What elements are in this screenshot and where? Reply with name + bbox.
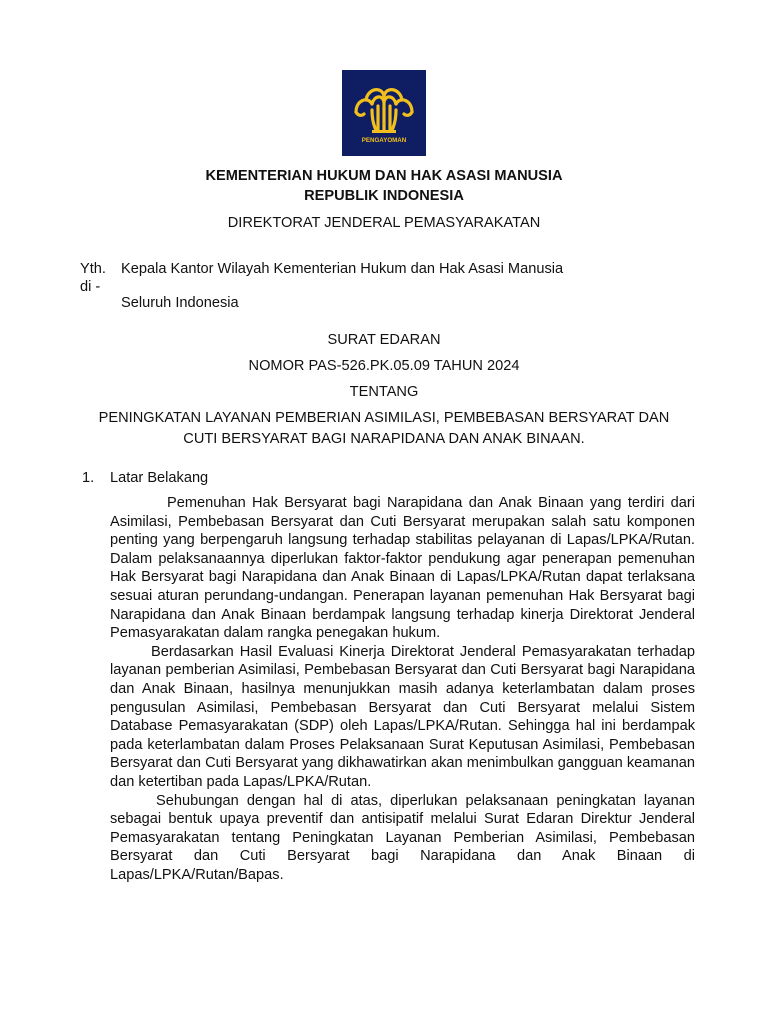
paragraph-1: Pemenuhan Hak Bersyarat bagi Narapidana dan Anak Binaan yang terdiri dari Asimilasi, Pembebasan Bersyarat dan Cuti Bersyarat merupakan salah satu komponen penting yang berpengaruh langsung terhadap stabilitas pelayanan di Lapas/LPKA/Rutan. Dalam pelaksanaannya diperlukan faktor-faktor pendukung agar penerapan pemenuhan Hak Bersyarat bagi Narapidana dan Anak Binaan di Lapas/LPKA/Rutan dapat terlaksana sesuai aturan perundang-undangan. Penerapan layanan pemenuhan Hak Bersyarat bagi Narapidana dan Anak Binaan berdampak langsung terhadap kinerja Direktorat Jenderal Pemasyarakatan dalam rangka penegakan hukum. [110, 495, 695, 642]
letter-number: NOMOR PAS-526.PK.05.09 TAHUN 2024 [248, 358, 520, 374]
paragraph-2: Berdasarkan Hasil Evaluasi Kinerja Direktorat Jenderal Pemasyarakatan terhadap layanan pemberian Asimilasi, Pembebasan Bersyarat dan Cuti Bersyarat bagi Narapidana dan Anak Binaan, hasilnya menunjukkan masih adanya keterlambatan dalam proses pengusulan Asimilasi, Pembebasan Bersyarat dan Cuti Bersyarat melalui Sistem Database Pemasyarakatan (SDP) oleh Lapas/LPKA/Rutan. Sehingga hal ini berdampak pada keterlambatan dalam Proses Pelaksanaan Surat Keputusan Asimilasi, Pembebasan Bersyarat dan Cuti Bersyarat yang dikhawatirkan akan menimbulkan gangguan keamanan dan ketertiban pada Lapas/LPKA/Rutan. [110, 643, 695, 790]
recipient-text: Kepala Kantor Wilayah Kementerian Hukum dan Hak Asasi Manusia [121, 261, 564, 277]
logo-text: PENGAYOMAN [361, 137, 407, 144]
letter-type: SURAT EDARAN [327, 332, 441, 348]
section-body [110, 494, 695, 884]
subject-line-2: CUTI BERSYARAT BAGI NARAPIDANA DAN ANAK BINAAN. [183, 431, 585, 447]
paragraph-3: Sehubungan dengan hal di atas, diperlukan pelaksanaan peningkatan layanan sebagai bentuk upaya preventif dan antisipatif melalui Surat Edaran Direktur Jenderal Pemasyarakatan tentang Peningkatan Layanan Pemberian Asimilasi, Pembebasan Bersyarat dan Cuti Bersyarat bagi Narapidana dan Anak Binaan di Lapas/LPKA/Rutan/Bapas. [110, 792, 695, 883]
di-label: di - [80, 279, 101, 295]
pengayoman-logo [342, 70, 426, 156]
directorate-heading: DIREKTORAT JENDERAL PEMASYARAKATAN [227, 215, 541, 231]
subject-line-1: PENINGKATAN LAYANAN PEMBERIAN ASIMILASI, PEMBEBASAN BERSYARAT DAN [98, 410, 670, 426]
ministry-heading: KEMENTERIAN HUKUM DAN HAK ASASI MANUSIA [205, 168, 563, 184]
republic-heading: REPUBLIK INDONESIA [304, 188, 464, 204]
location-text: Seluruh Indonesia [121, 295, 239, 311]
section-title: Latar Belakang [110, 470, 209, 486]
letter-about: TENTANG [349, 384, 419, 400]
pengayoman-tree-icon [342, 70, 426, 156]
section-number: 1. [82, 470, 95, 486]
yth-label: Yth. [80, 261, 106, 277]
